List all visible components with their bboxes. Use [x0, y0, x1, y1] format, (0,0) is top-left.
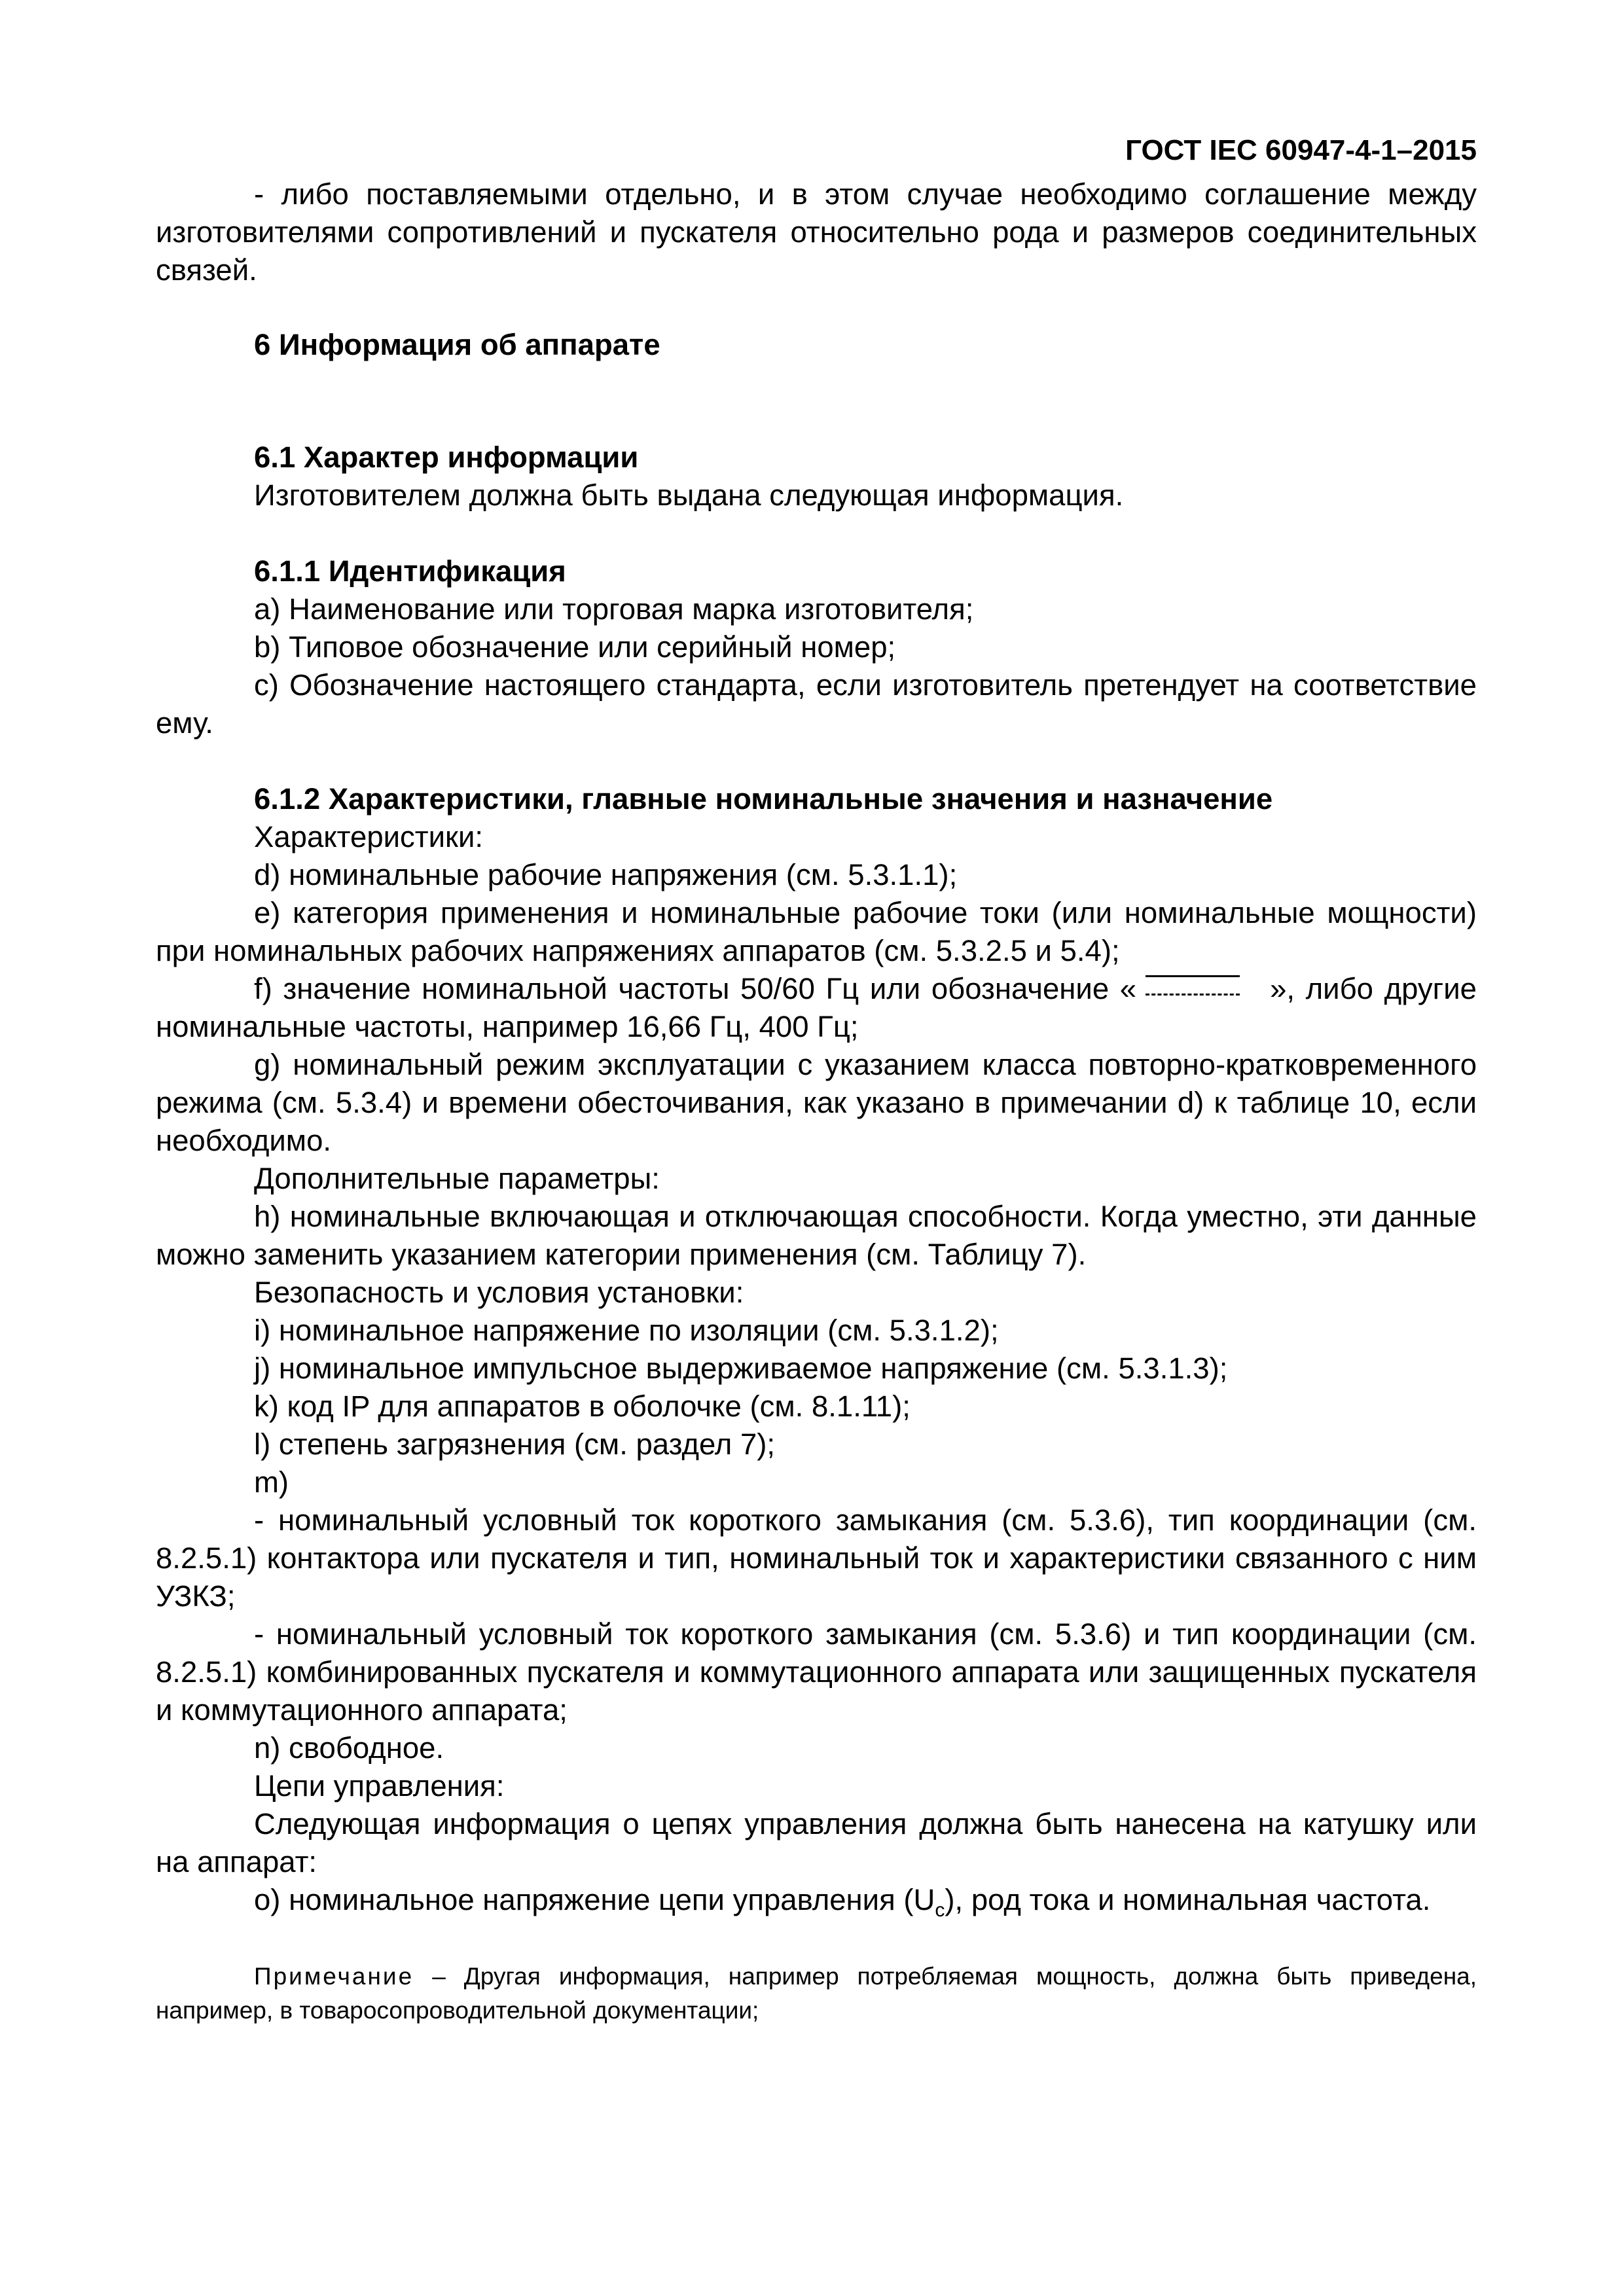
item-o-text-start: o) номинальное напряжение цепи управления (U	[254, 1883, 935, 1916]
section-6-1-text: Изготовителем должна быть выдана следующая информация.	[254, 478, 1124, 512]
item-j: j) номинальное импульсное выдерживаемое напряжение (см. 5.3.1.3);	[254, 1352, 1228, 1385]
item-o	[156, 1881, 1477, 1922]
item-m-1: - номинальный условный ток короткого замыкания (см. 5.3.6), тип координации (см. 8.2.5.1) контактора или пускателя и тип, номинальный ток и характеристики связанного с ним УЗКЗ;	[156, 1503, 1477, 1613]
control-circuits-label: Цепи управления:	[254, 1769, 505, 1803]
item-k: k) код IP для аппаратов в оболочке (см. 8.1.11);	[254, 1390, 911, 1423]
section-6-1-2-heading: 6.1.2 Характеристики, главные номинальные значения и назначение	[254, 782, 1273, 816]
item-m: m)	[254, 1465, 289, 1499]
document-page	[156, 131, 1477, 2028]
item-n: n) свободное.	[254, 1731, 444, 1765]
note	[156, 1960, 1477, 2028]
item-i: i) номинальное напряжение по изоляции (см. 5.3.1.2);	[254, 1314, 999, 1347]
document-code: ГОСТ IEC 60947-4-1–2015	[1125, 134, 1477, 166]
item-f	[156, 970, 1477, 1046]
note-text: – Другая информация, например потребляемая мощность, должна быть приведена, например, в товаросопроводительной документации;	[156, 1963, 1477, 2024]
item-g: g) номинальный режим эксплуатации с указанием класса повторно-кратковременного режима (см. 5.3.4) и времени обесточивания, как указано в примечании d) к таблице 10, если необходимо.	[156, 1048, 1477, 1157]
section-6-1-heading: 6.1 Характер информации	[254, 440, 639, 474]
control-circuits-text: Следующая информация о цепях управления должна быть нанесена на катушку или на аппарат:	[156, 1807, 1477, 1878]
intro-paragraph: - либо поставляемыми отдельно, и в этом случае необходимо соглашение между изготовителями сопротивлений и пускателя относительно рода и размеров соединительных связей.	[156, 177, 1477, 287]
item-c: c) Обозначение настоящего стандарта, если изготовитель претендует на соответствие ему.	[156, 668, 1477, 740]
item-h: h) номинальные включающая и отключающая способности. Когда уместно, эти данные можно заменить указанием категории применения (см. Таблицу 7).	[156, 1200, 1477, 1271]
safety-label: Безопасность и условия установки:	[254, 1276, 744, 1309]
section-6-heading: 6 Информация об аппарате	[254, 328, 660, 361]
item-o-text-end: ), род тока и номинальная частота.	[945, 1883, 1431, 1916]
dc-symbol-icon	[1146, 971, 1240, 1000]
item-b: b) Типовое обозначение или серийный номер;	[254, 630, 896, 664]
item-a: a) Наименование или торговая марка изготовителя;	[254, 592, 974, 626]
item-m-2: - номинальный условный ток короткого замыкания (см. 5.3.6) и тип координации (см. 8.2.5.1) комбинированных пускателя и коммутационного аппарата или защищенных пускателя и коммутационного аппарата;	[156, 1617, 1477, 1727]
additional-parameters-label: Дополнительные параметры:	[254, 1162, 660, 1195]
section-6-1-1-heading: 6.1.1 Идентификация	[254, 554, 566, 588]
characteristics-label: Характеристики:	[254, 820, 484, 853]
item-f-text-end: », либо другие номинальные частоты, например 16,66 Гц, 400 Гц;	[156, 972, 1477, 1043]
item-e: e) категория применения и номинальные рабочие токи (или номинальные мощности) при номинальных рабочих напряжениях аппаратов (см. 5.3.2.5 и 5.4);	[156, 896, 1477, 967]
item-l: l) степень загрязнения (см. раздел 7);	[254, 1427, 776, 1461]
note-label: Примечание	[254, 1963, 414, 1990]
item-o-subscript: c	[935, 1899, 945, 1922]
item-d: d) номинальные рабочие напряжения (см. 5.3.1.1);	[254, 858, 958, 891]
item-f-text-start: f) значение номинальной частоты 50/60 Гц или обозначение «	[254, 972, 1137, 1005]
